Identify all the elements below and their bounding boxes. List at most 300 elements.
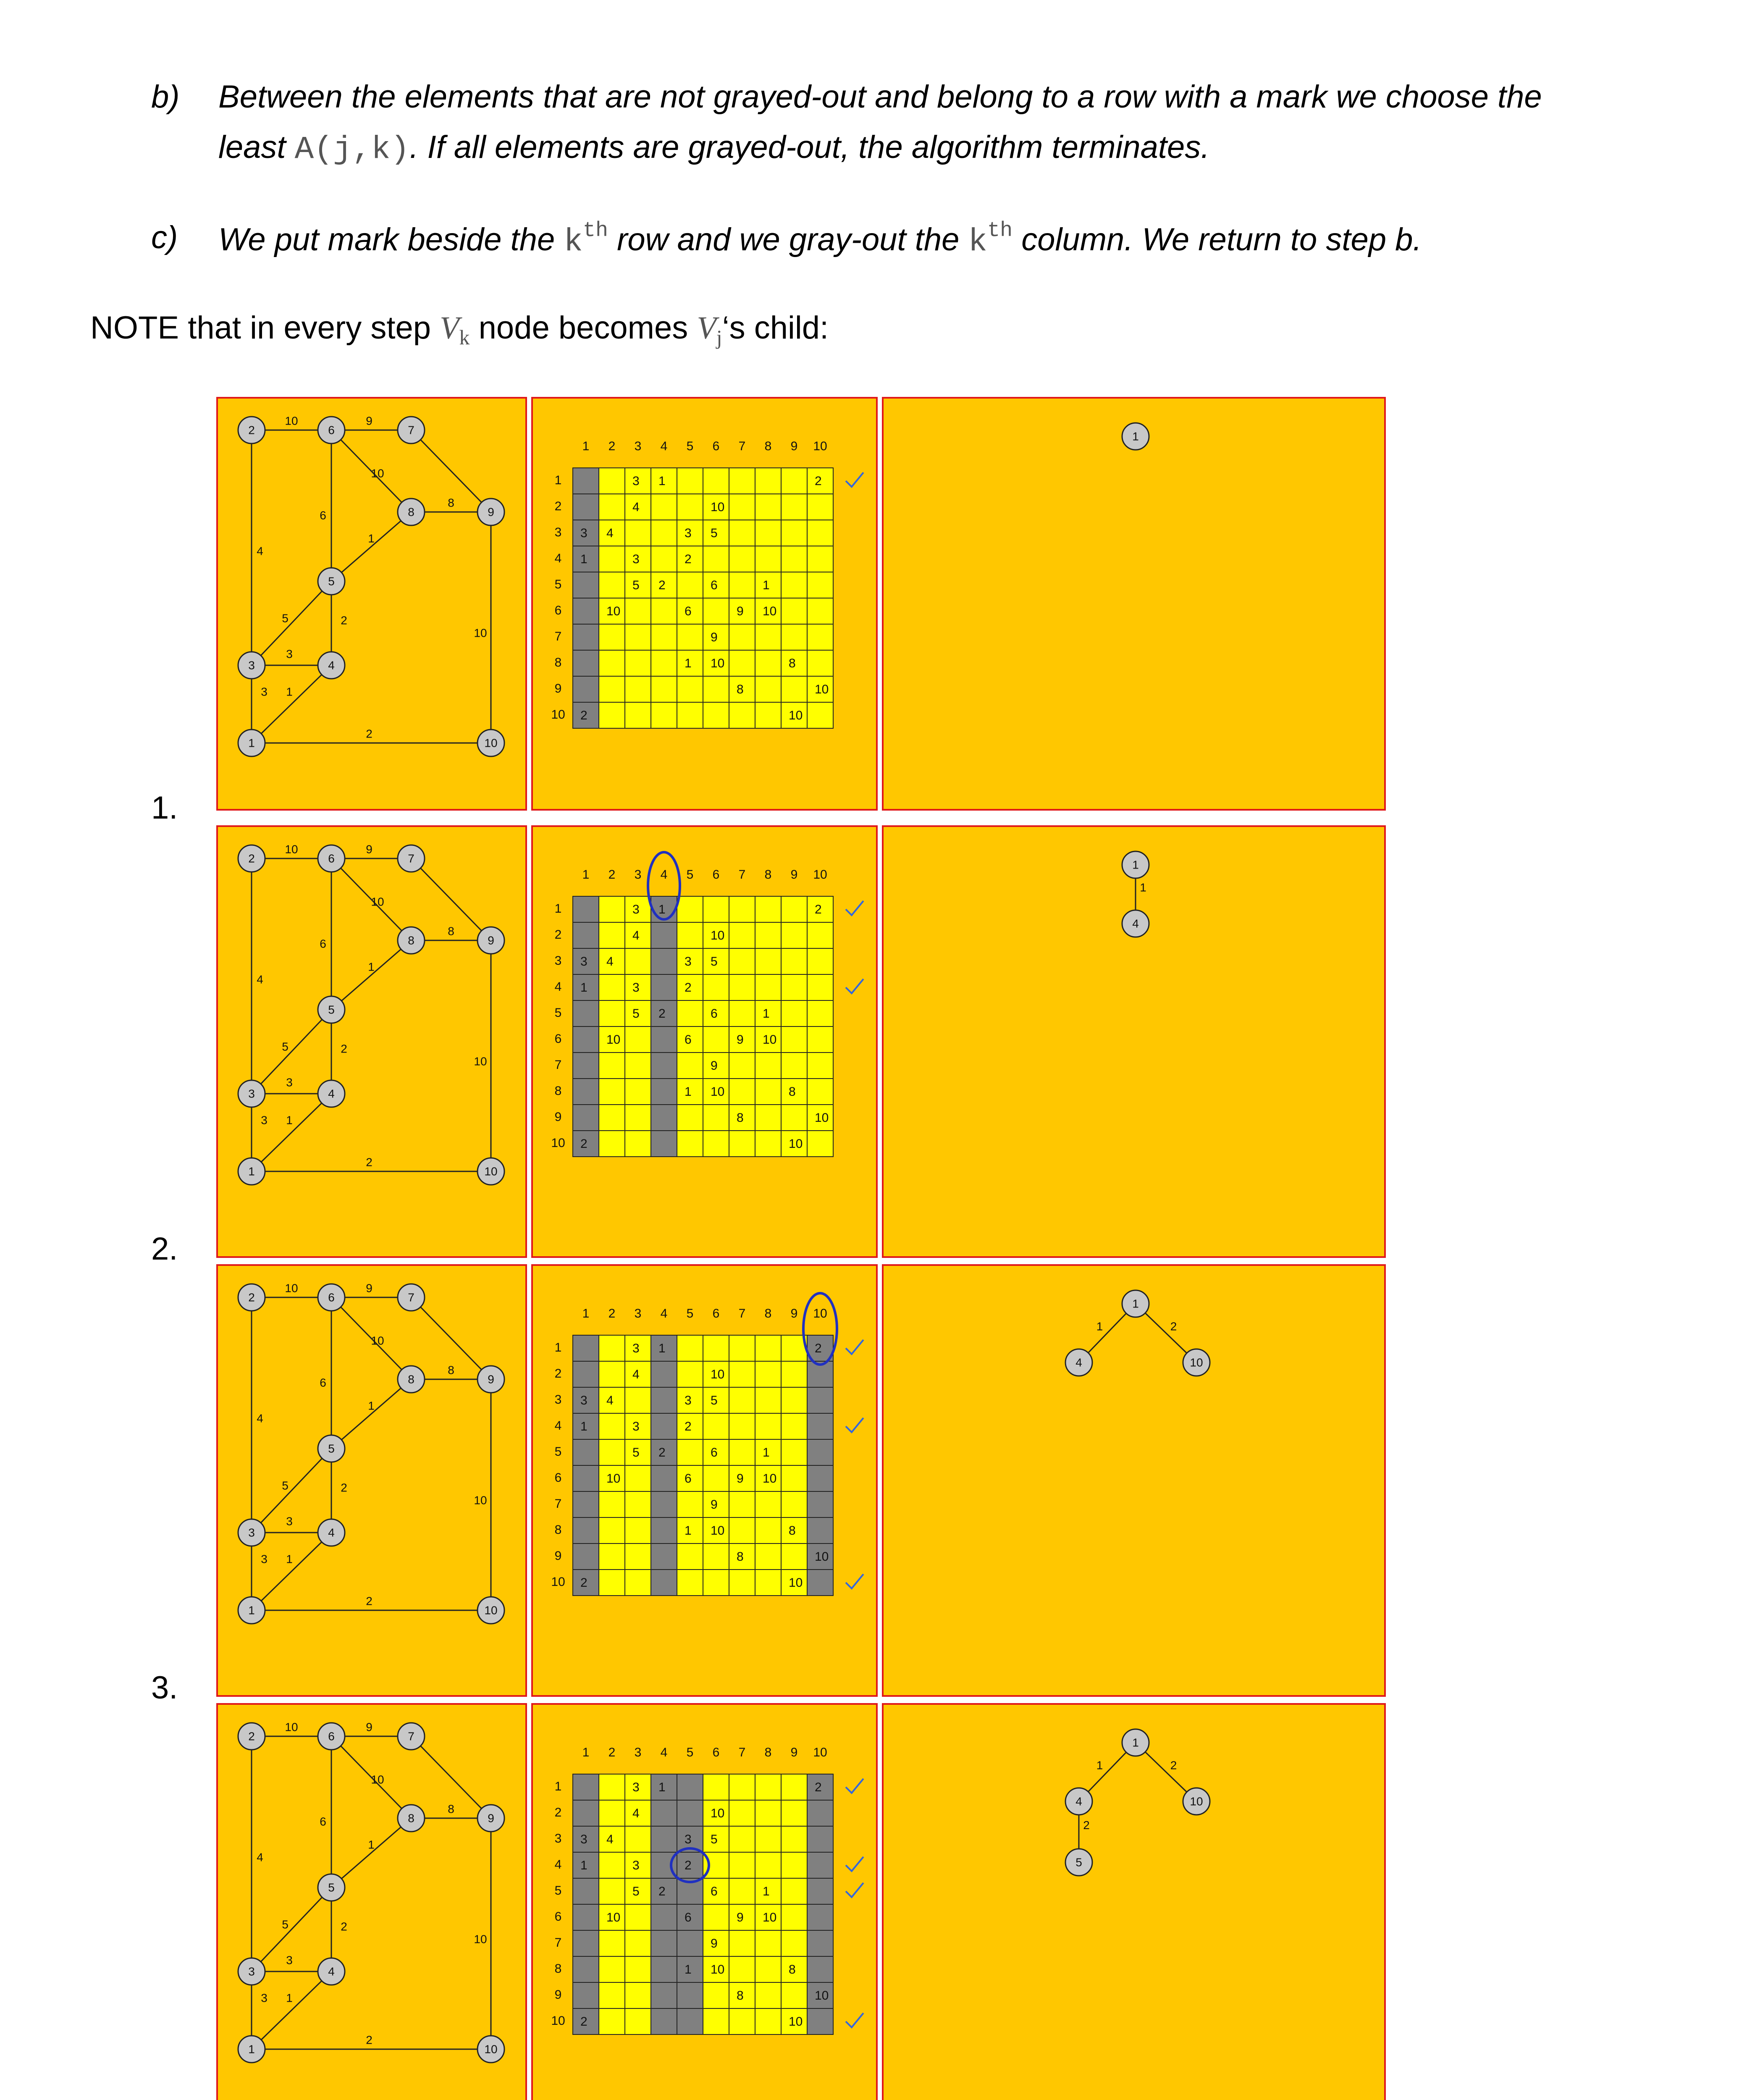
matrix-col-header: 3 [634,1306,642,1320]
matrix-cell [599,1517,625,1544]
matrix-cell-value: 5 [711,954,718,969]
matrix-cell [755,1413,781,1439]
matrix-cell [573,1491,599,1517]
matrix-cell [651,1544,677,1570]
matrix-cell-value: 3 [580,526,588,540]
graph-edge-weight: 6 [320,937,326,950]
graph-panel [216,825,527,1258]
graph-node [477,730,504,756]
matrix-cell-value: 10 [815,1549,829,1564]
matrix-col-header: 8 [764,867,772,882]
graph-edge-weight: 10 [371,467,384,480]
adjacency-matrix [551,439,863,728]
matrix-row-header: 7 [554,1058,562,1072]
matrix-cell [599,1852,625,1878]
matrix-cell-value: 8 [789,656,796,670]
matrix-cell-value: 5 [632,1445,640,1460]
step-c-k2: k [968,224,988,260]
matrix-cell [703,1544,729,1570]
matrix-col-header: 9 [790,439,798,453]
matrix-cell [781,1904,807,1930]
matrix-cell [651,494,677,520]
graph-edge-weight: 1 [286,1113,293,1127]
matrix-cell-value: 1 [658,1341,666,1355]
matrix-cell [729,922,755,948]
matrix-cell [807,650,833,676]
matrix-cell [807,1387,833,1413]
note-mid: node becomes [470,310,697,346]
graph-edge-weight: 1 [368,1838,375,1851]
matrix-cell [781,974,807,1000]
row-mark-check [846,1883,863,1897]
matrix-cell [625,1826,651,1852]
matrix-cell [573,1079,599,1105]
matrix-cell [651,676,677,702]
matrix-cell-value: 3 [580,1832,588,1846]
matrix-cell [781,1387,807,1413]
matrix-cell [599,468,625,494]
matrix-col-header: 1 [582,867,590,882]
matrix-cell [781,1000,807,1026]
matrix-cell [625,1930,651,1956]
graph-node [398,1723,425,1750]
matrix-cell-value: 4 [632,1367,640,1381]
matrix-cell [599,1361,625,1387]
matrix-cell [703,896,729,922]
matrix-cell [781,572,807,598]
matrix-cell [625,948,651,974]
matrix-cell [781,896,807,922]
graph-edge [331,512,411,581]
matrix-cell [599,676,625,702]
matrix-cell [573,1930,599,1956]
matrix-cell-value: 9 [737,604,744,618]
matrix-cell [755,1079,781,1105]
matrix-cell [807,1956,833,1982]
matrix-cell [807,1826,833,1852]
matrix-cell-value: 4 [632,1806,640,1820]
graph-edge-weight: 10 [474,1055,487,1068]
panel-canvas [533,1705,876,2100]
graph-node [477,927,504,954]
matrix-row-header: 7 [554,1496,562,1511]
matrix-cell-value: 10 [763,1910,777,1924]
matrix-cell [651,1517,677,1544]
tree-node [1065,1788,1092,1815]
matrix-cell [573,1053,599,1079]
step-c-post: column. We return to step b. [1012,222,1422,257]
graph-node [238,1519,265,1546]
graph-node [398,845,425,872]
graph-edge-weight: 1 [286,1991,293,2005]
matrix-cell [781,1465,807,1491]
step-c-k: k [564,224,583,260]
matrix-cell-value: 6 [711,1884,718,1898]
tree-node-label: 4 [1075,1356,1082,1369]
matrix-cell [729,896,755,922]
matrix-cell [729,948,755,974]
matrix-col-header: 2 [608,867,616,882]
matrix-cell [599,1544,625,1570]
matrix-cell [573,896,599,922]
tree-node [1183,1788,1210,1815]
graph-node-label: 6 [328,1291,335,1304]
matrix-cell-value: 6 [711,1006,718,1021]
matrix-cell-value: 10 [789,708,803,722]
matrix-cell-value: 2 [685,552,692,566]
matrix-cell-value: 10 [815,1110,829,1125]
matrix-cell-value: 2 [580,2014,588,2029]
matrix-cell [807,1570,833,1596]
matrix-cell [599,1800,625,1826]
tree-panel [882,825,1386,1258]
matrix-cell-value: 5 [711,526,718,540]
tree-node-label: 10 [1190,1356,1203,1369]
matrix-cell-value: 1 [763,1006,770,1021]
matrix-cell [573,494,599,520]
matrix-cell [755,974,781,1000]
matrix-cell [677,468,703,494]
matrix-cell-value: 3 [632,1858,640,1872]
matrix-cell [781,1491,807,1517]
matrix-cell-value: 1 [658,1780,666,1794]
tree-node [1183,1349,1210,1376]
panel-canvas [533,1266,876,1695]
matrix-row-header: 4 [554,1857,562,1872]
matrix-cell [755,1544,781,1570]
matrix-cell-value: 9 [711,630,718,644]
matrix-col-header: 4 [660,439,668,453]
matrix-row-header: 10 [551,1575,565,1589]
step-label-3: 3. [151,1670,178,1706]
row-mark-check [846,2013,863,2027]
matrix-cell [625,1465,651,1491]
graph-edge-weight: 9 [366,414,372,428]
matrix-cell [807,1131,833,1157]
matrix-row-header: 1 [554,473,562,487]
matrix-cell [729,1000,755,1026]
matrix-col-header: 7 [738,1306,746,1320]
row-mark-check [846,1340,863,1354]
matrix-cell [651,598,677,624]
graph-node-label: 9 [488,1373,494,1386]
graph-node-label: 8 [408,934,414,947]
graph-edge-weight: 1 [286,1552,293,1566]
matrix-cell [781,1026,807,1053]
matrix-cell [599,624,625,650]
matrix-cell-value: 3 [632,552,640,566]
matrix-cell [703,2008,729,2034]
graph-edge [331,940,411,1010]
graph-edge-weight: 8 [448,496,454,509]
graph-node-label: 5 [328,1442,335,1455]
graph-edge-weight: 2 [366,727,372,740]
matrix-cell [729,2008,755,2034]
matrix-cell-value: 3 [632,980,640,995]
panel-canvas [218,1266,525,1695]
matrix-cell [729,1956,755,1982]
spanning-tree [1065,1729,1210,1876]
network-graph [238,414,504,756]
graph-edge-weight: 10 [285,1720,298,1734]
step-label-1: 1. [151,790,178,826]
matrix-cell [573,1335,599,1361]
matrix-cell [573,1982,599,2008]
step-label-2: 2. [151,1231,178,1267]
graph-edge [252,665,331,743]
matrix-cell [781,1878,807,1904]
matrix-cell [755,1131,781,1157]
matrix-cell [573,572,599,598]
matrix-row-header: 1 [554,1779,562,1793]
graph-node [398,1284,425,1311]
matrix-cell-value: 8 [737,1549,744,1564]
matrix-cell [599,1930,625,1956]
graph-node-label: 4 [328,1965,335,1978]
matrix-cell [599,1774,625,1800]
matrix-cell [729,1491,755,1517]
matrix-cell [651,1826,677,1852]
matrix-cell [781,1852,807,1878]
graph-node-label: 1 [248,1604,255,1617]
graph-node-label: 2 [248,423,255,437]
graph-node-label: 3 [248,1087,255,1100]
tree-edge-weight: 1 [1096,1320,1103,1333]
graph-node [318,652,345,679]
graph-edge-weight: 4 [257,1851,263,1864]
matrix-cell [625,1079,651,1105]
matrix-col-header: 5 [686,867,694,882]
matrix-cell [599,896,625,922]
graph-edge-weight: 3 [286,1953,293,1967]
matrix-cell [677,1131,703,1157]
matrix-row-header: 3 [554,525,562,539]
graph-edge-weight: 8 [448,1363,454,1377]
graph-node-label: 8 [408,505,414,519]
matrix-cell [781,598,807,624]
matrix-col-header: 7 [738,1745,746,1759]
matrix-cell-value: 4 [606,954,614,969]
matrix-cell-value: 2 [815,474,822,488]
graph-node-label: 2 [248,1730,255,1743]
graph-edge-weight: 6 [320,509,326,522]
matrix-row-header: 7 [554,629,562,643]
matrix-cell [599,974,625,1000]
matrix-col-header: 6 [712,439,720,453]
matrix-cell-value: 2 [580,1137,588,1151]
graph-edge-weight: 2 [341,1481,347,1494]
graph-node [477,1805,504,1832]
matrix-cell-value: 6 [711,578,718,592]
graph-node-label: 2 [248,1291,255,1304]
graph-edge-weight: 9 [366,843,372,856]
graph-edge-weight: 5 [282,1040,289,1053]
matrix-cell [781,676,807,702]
matrix-col-header: 10 [813,1306,827,1320]
matrix-cell-value: 2 [815,902,822,916]
matrix-cell-value: 10 [711,1806,725,1820]
graph-node [398,417,425,444]
matrix-cell-value: 2 [580,1575,588,1590]
graph-edge-weight: 2 [341,614,347,627]
tree-node-label: 1 [1132,858,1139,872]
graph-node [318,1080,345,1107]
tree-node [1122,1290,1149,1317]
matrix-cell [677,1774,703,1800]
spanning-tree [1122,423,1149,450]
matrix-cell [729,1131,755,1157]
matrix-cell [807,1491,833,1517]
matrix-cell-value: 10 [789,1137,803,1151]
matrix-cell-value: 10 [815,1988,829,2003]
matrix-cell-value: 3 [632,1341,640,1355]
matrix-cell [625,1956,651,1982]
matrix-cell [677,676,703,702]
graph-edge-weight: 10 [371,1334,384,1347]
matrix-col-header: 6 [712,867,720,882]
matrix-cell [651,1361,677,1387]
matrix-cell [573,1878,599,1904]
graph-node [318,996,345,1023]
matrix-cell [781,624,807,650]
matrix-cell [781,1105,807,1131]
matrix-cell [781,1413,807,1439]
matrix-cell [625,1982,651,2008]
graph-edge-weight: 10 [474,1932,487,1946]
note-v2: V [697,310,716,346]
matrix-cell [781,468,807,494]
matrix-cell [807,2008,833,2034]
matrix-cell [599,1335,625,1361]
matrix-cell [651,1930,677,1956]
graph-edge-weight: 10 [371,895,384,908]
matrix-cell [599,650,625,676]
matrix-row-header: 1 [554,901,562,916]
panel-canvas [218,399,525,809]
matrix-cell [781,948,807,974]
matrix-cell-value: 6 [685,1471,692,1486]
matrix-cell [573,1544,599,1570]
matrix-cell-value: 4 [606,1393,614,1407]
matrix-cell [599,572,625,598]
matrix-cell [807,1439,833,1465]
matrix-cell [677,1982,703,2008]
graph-node-label: 7 [408,1730,414,1743]
row-mark-check [846,979,863,993]
matrix-cell [625,1491,651,1517]
graph-node [477,1597,504,1624]
matrix-cell [651,546,677,572]
matrix-cell [625,1026,651,1053]
graph-node-label: 9 [488,934,494,947]
matrix-cell [573,1439,599,1465]
matrix-col-header: 3 [634,439,642,453]
matrix-row-header: 5 [554,1005,562,1020]
panel-canvas [218,827,525,1256]
matrix-cell [625,650,651,676]
matrix-cell [677,896,703,922]
step-b-line1: Between the elements that are not grayed-out and belong to a row with a mark we choose the [218,79,1542,115]
matrix-row-header: 8 [554,655,562,669]
matrix-row-header: 9 [554,1110,562,1124]
step-c-line [218,218,1422,261]
graph-edge-weight: 1 [368,532,375,545]
matrix-cell-value: 10 [789,2014,803,2029]
matrix-cell-value: 1 [685,656,692,670]
matrix-col-header: 6 [712,1306,720,1320]
matrix-cell [755,1491,781,1517]
graph-node-label: 3 [248,659,255,672]
note-pre: NOTE that in every step [90,310,440,346]
matrix-cell [755,1335,781,1361]
graph-node-label: 8 [408,1811,414,1825]
matrix-cell [703,546,729,572]
matrix-cell-value: 10 [711,928,725,942]
graph-node-label: 7 [408,852,414,865]
matrix-cell [781,1800,807,1826]
step-b-line2 [218,128,1209,169]
matrix-cell [729,702,755,728]
graph-node [238,2036,265,2063]
matrix-cell [755,1774,781,1800]
step-b-line2-post: . If all elements are grayed-out, the algorithm terminates. [409,129,1210,165]
matrix-cell-value: 9 [737,1471,744,1486]
matrix-cell-value: 5 [632,578,640,592]
matrix-cell [729,1517,755,1544]
graph-node [238,1158,265,1185]
matrix-cell [625,1105,651,1131]
matrix-cell [651,1491,677,1517]
tree-node-label: 10 [1190,1795,1203,1808]
matrix-cell [625,1387,651,1413]
matrix-cell [807,1053,833,1079]
matrix-col-header: 3 [634,867,642,882]
matrix-col-header: 9 [790,1306,798,1320]
matrix-cell [677,1335,703,1361]
matrix-cell [677,1105,703,1131]
graph-edge-weight: 3 [286,1515,293,1528]
panel-canvas [533,827,876,1256]
matrix-cell [651,948,677,974]
graph-node [238,1597,265,1624]
matrix-cell-value: 2 [658,1006,666,1021]
matrix-cell-value: 9 [737,1032,744,1047]
matrix-cell [677,922,703,948]
spanning-tree [1122,851,1149,937]
matrix-cell [599,2008,625,2034]
matrix-row-header: 6 [554,1909,562,1924]
matrix-cell-value: 3 [580,1393,588,1407]
graph-edge-weight: 10 [285,414,298,428]
matrix-cell-value: 10 [789,1575,803,1590]
tree-node [1122,910,1149,937]
matrix-cell [573,624,599,650]
matrix-col-header: 9 [790,1745,798,1759]
matrix-col-header: 10 [813,1745,827,1759]
matrix-cell [807,702,833,728]
note-v: V [440,310,459,346]
matrix-cell-value: 9 [711,1058,718,1073]
matrix-cell [807,1079,833,1105]
matrix-cell-value: 6 [711,1445,718,1460]
matrix-cell [807,598,833,624]
graph-node-label: 3 [248,1965,255,1978]
matrix-row-header: 3 [554,1392,562,1407]
matrix-cell [703,1131,729,1157]
matrix-cell [651,2008,677,2034]
step-b-code: A(j,k) [294,131,410,168]
graph-edge [252,1094,331,1171]
